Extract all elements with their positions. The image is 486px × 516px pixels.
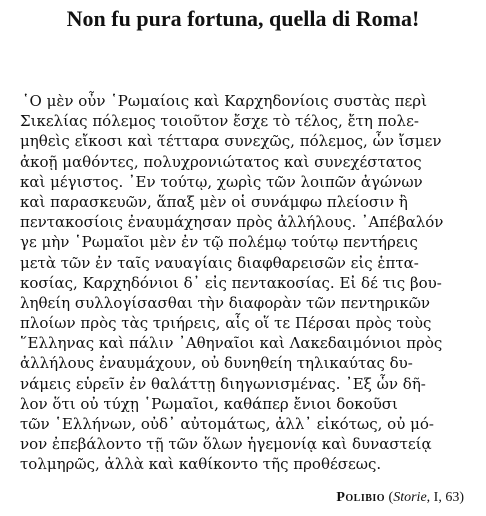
- source-citation: [336, 490, 464, 506]
- passage-line: κοσίας, Καρχηδόνιοι δ᾿ εἰς πεντακοσίας. Εἰ δέ τις βου-: [20, 273, 442, 292]
- passage-line: τολμηρῶς, ἀλλὰ καὶ καθίκοντο τῆς προθέσεως.: [20, 455, 382, 474]
- passage-line: ῾Ο μὲν οὖν ῾Ρωμαίοις καὶ Καρχηδονίοις συστὰς περὶ: [22, 92, 427, 110]
- passage-line: ἀλλήλους ἐναυμάχουν, οὐ δυνηθείη τηλικαύτας δυ-: [20, 354, 413, 373]
- greek-passage: [20, 91, 466, 475]
- source-author: Polibio: [336, 490, 386, 505]
- source-open-paren: (: [385, 490, 394, 505]
- passage-line: νον ἐπεβάλοντο τῇ τῶν ὅλων ἡγεμονίᾳ καὶ δυναστείᾳ: [20, 435, 432, 454]
- passage-line: λον ὅτι οὐ τύχῃ ῾Ρωμαῖοι, καθάπερ ἔνιοι δοκοῦσι: [20, 394, 398, 413]
- passage-line: καὶ μέγιστος. ᾿Εν τούτῳ, χωρὶς τῶν λοιπῶν ἀγώνων: [20, 172, 423, 191]
- passage-line: τῶν ῾Ελλήνων, οὐδ᾿ αὐτομάτως, ἀλλ᾿ εἰκότως, οὐ μό-: [20, 415, 434, 433]
- passage-line: καὶ παρασκευῶν, ἅπαξ μὲν οἱ συνάμφω πλείοσιν ἢ: [20, 192, 408, 211]
- source-work-title: Storie: [393, 490, 427, 505]
- page-title: Non fu pura fortuna, quella di Roma!: [66, 6, 420, 31]
- passage-line: ἀκοῇ μαθόντες, πολυχρονιώτατος καὶ συνεχέστατος: [20, 152, 422, 171]
- passage-line: πεντακοσίοις ἐναυμάχησαν πρὸς ἀλλήλους. ᾿Απέβαλόν: [20, 213, 444, 232]
- passage-line: νάμεις εὑρεῖν ἐν θαλάττῃ διηγωνισμένας. ᾿Εξ ὧν δῆ-: [20, 374, 426, 393]
- passage-line: Σικελίας πόλεμος τοιοῦτον ἔσχε τὸ τέλος, ἔτη πολε-: [20, 112, 419, 131]
- passage-line: ληθείη συλλογίσασθαι τὴν διαφορὰν τῶν πεντηρικῶν: [20, 293, 431, 312]
- passage-line: μηθεὶς εἴκοσι καὶ τέτταρα συνεχῶς, πόλεμος, ὧν ἴσμεν: [20, 132, 442, 151]
- passage-line: γε μὴν ῾Ρωμαῖοι μὲν ἐν τῷ πολέμῳ τούτῳ πεντήρεις: [20, 233, 418, 252]
- source-reference: , I, 63): [426, 490, 464, 505]
- passage-line: μετὰ τῶν ἐν ταῖς ναυαγίαις διαφθαρεισῶν εἰς ἑπτα-: [20, 253, 419, 272]
- passage-line: πλοίων πρὸς τὰς τριήρεις, αἷς οἵ τε Πέρσαι πρὸς τοὺς: [20, 314, 432, 333]
- passage-line: ῞Ελληνας καὶ πάλιν ᾿Αθηναῖοι καὶ Λακεδαιμόνιοι πρὸς: [20, 334, 443, 353]
